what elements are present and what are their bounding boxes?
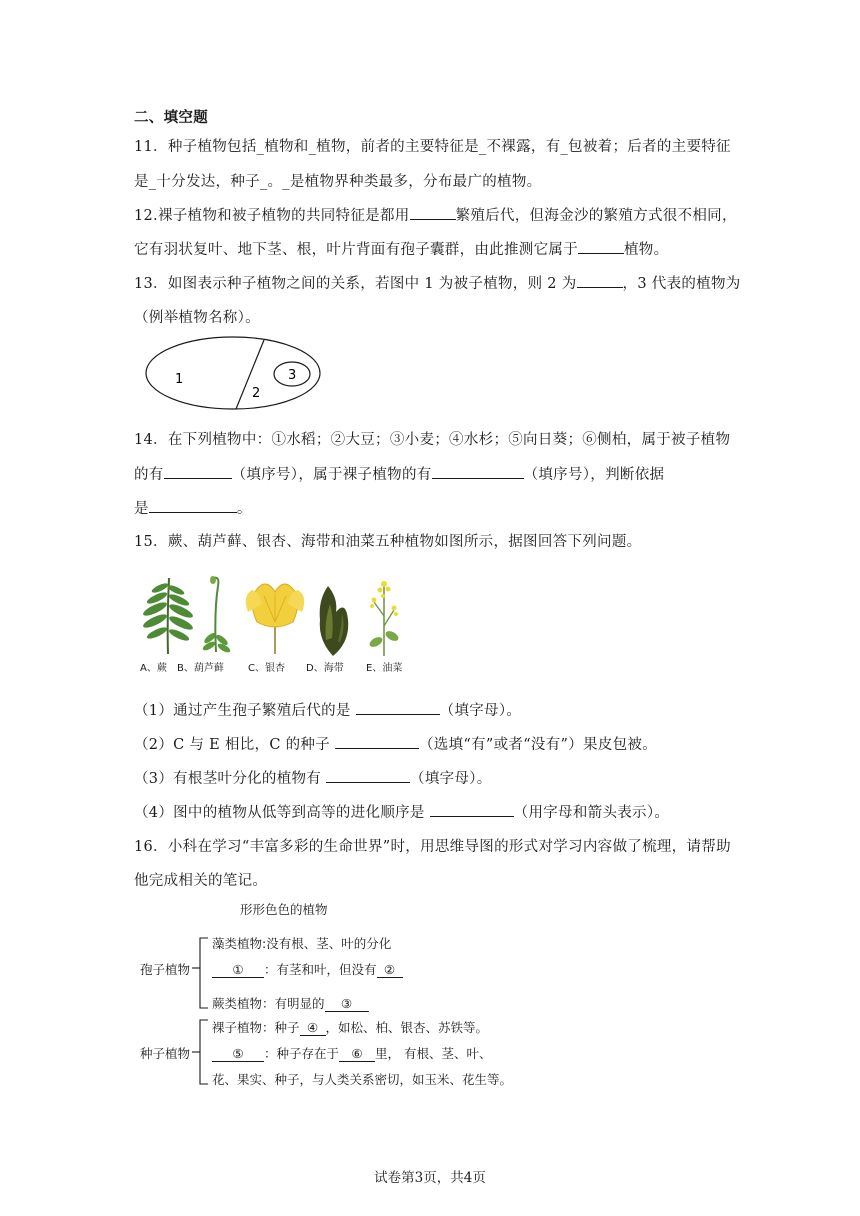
kelp-icon (312, 580, 354, 658)
q15-intro: 15．蕨、葫芦藓、银杏、海带和油菜五种植物如图所示，据图回答下列问题。 (134, 534, 642, 550)
plant-label-c: C、银杏 (248, 663, 285, 674)
angiosperm-row-2: 花、果实、种子，与人类关系密切，如玉米、花生等。 (212, 1072, 513, 1087)
fern-icon (138, 572, 198, 656)
q15-sub1-text-a: （1）通过产生孢子繁殖后代的是 (134, 703, 351, 719)
moss-icon (200, 572, 236, 656)
q15-sub4-text-a: （4）图中的植物从低等到高等的进化顺序是 (134, 805, 425, 821)
q14-blank-1[interactable] (164, 464, 232, 479)
moss-row (212, 960, 403, 978)
q16-line2: 他完成相关的笔记。 (134, 873, 268, 889)
rapeseed-image (364, 576, 404, 658)
q15-sub3-text-b: （填字母）。 (410, 771, 492, 787)
blank-2[interactable]: ② (377, 962, 403, 978)
label-3: 3 (288, 368, 297, 383)
plant-label-e: E、油菜 (366, 663, 403, 674)
q15-blank-4[interactable] (430, 802, 514, 817)
page-footer: 试卷第3页，共4页 (374, 1170, 486, 1186)
q15-sub1 (134, 699, 521, 720)
blank-6[interactable]: ⑥ (339, 1046, 375, 1062)
q14-text-b: （填序号），属于裸子植物的有 (231, 467, 432, 483)
q14-text-a: 的有 (134, 467, 164, 483)
moss-text: ：有茎和叶，但没有 (264, 962, 377, 977)
q15-sub1-text-b: （填字母）。 (439, 703, 522, 719)
q13-line2: （例举植物名称）。 (134, 310, 260, 326)
rapeseed-icon (364, 576, 404, 658)
angio-text-b: 里， 有根、茎、叶、 (375, 1046, 492, 1061)
q12-blank-2[interactable] (578, 239, 624, 254)
spore-plants-label: 孢子植物 (140, 962, 191, 977)
q13-ellipse-diagram (140, 336, 330, 414)
gymno-text-b: ，如松、柏、银杏、苏铁等。 (325, 1020, 489, 1035)
label-2: 2 (252, 386, 261, 401)
plant-label-b: B、葫芦藓 (177, 663, 224, 674)
q14-line3 (134, 497, 252, 518)
blank-3[interactable]: ③ (325, 996, 369, 1012)
q12-text-b: 繁殖后代，但海金沙的繁殖方式很不相同， (455, 208, 737, 224)
q15-blank-1[interactable] (356, 700, 440, 715)
q15-sub3 (134, 767, 492, 788)
q12-line1 (134, 204, 737, 225)
q15-blank-2[interactable] (335, 734, 419, 749)
blank-1[interactable]: ① (212, 962, 264, 978)
fern-text: 蕨类植物：有明显的 (212, 996, 325, 1011)
q15-sub2 (134, 733, 657, 754)
q11-line2: 是_十分发达，种子_。_是植物界种类最多，分布最广的植物。 (134, 174, 542, 190)
kelp-image (312, 580, 354, 658)
seed-brace (200, 1020, 208, 1084)
q14-text-d: 是 (134, 501, 149, 517)
angio-text-a: ：种子存在于 (264, 1046, 340, 1061)
q14-blank-3[interactable] (149, 498, 237, 513)
q15-sub2-text-a: （2）C 与 E 相比，C 的种子 (134, 737, 331, 753)
q14-text-e: 。 (236, 501, 252, 517)
q15-blank-3[interactable] (326, 768, 410, 783)
section-title: 二、填空题 (134, 109, 208, 126)
q16-line1: 16．小科在学习“丰富多彩的生命世界”时，用思维导图的形式对学习内容做了梳理，请帮助 (134, 839, 731, 855)
gymnosperm-row (212, 1018, 488, 1036)
label-1: 1 (175, 372, 184, 387)
moss-image (200, 572, 236, 658)
q12-line2 (134, 238, 668, 259)
blank-4[interactable]: ④ (300, 1020, 326, 1036)
q14-blank-2[interactable] (432, 464, 524, 479)
q13-line1 (134, 272, 741, 293)
q13-text-a: 13．如图表示种子植物之间的关系，若图中 1 为被子植物，则 2 为 (134, 276, 577, 292)
q14-line2 (134, 463, 664, 484)
ginkgo-image (242, 578, 308, 658)
q12-text-c: 它有羽状复叶、地下茎、根，叶片背面有孢子囊群，由此推测它属于 (134, 242, 578, 258)
fern-row (212, 994, 369, 1012)
fern-image (138, 572, 198, 662)
blank-5[interactable]: ⑤ (212, 1046, 264, 1062)
q14-line1: 14．在下列植物中：①水稻；②大豆；③小麦；④水杉；⑤向日葵；⑥侧柏，属于被子植物 (134, 432, 731, 448)
seed-plants-label: 种子植物 (140, 1046, 191, 1061)
gymno-text-a: 裸子植物：种子 (212, 1020, 300, 1035)
q15-sub3-text-a: （3）有根茎叶分化的植物有 (134, 771, 322, 787)
q14-text-c: （填序号），判断依据 (523, 467, 665, 483)
q15-sub4 (134, 801, 669, 822)
q12-blank-1[interactable] (410, 205, 456, 220)
angiosperm-row (212, 1044, 492, 1062)
q12-text-a: 12.裸子植物和被子植物的共同特征是都用 (134, 208, 410, 224)
q12-text-d: 植物。 (624, 242, 669, 258)
q15-sub4-text-b: （用字母和箭头表示）。 (513, 805, 670, 821)
plant-label-d: D、海带 (306, 663, 344, 674)
ginkgo-icon (242, 578, 308, 656)
q15-sub2-text-b: （选填“有”或者“没有”）果皮包被。 (418, 737, 658, 753)
plant-label-a: A、蕨 (140, 663, 167, 674)
algae-row: 藻类植物:没有根、茎、叶的分化 (212, 936, 392, 951)
q13-blank-1[interactable] (577, 273, 623, 288)
spore-brace (200, 938, 208, 1008)
q13-text-b: ，3 代表的植物为 (622, 276, 741, 292)
mindmap-title: 形形色色的植物 (240, 902, 328, 917)
q11-line1: 11．种子植物包括_植物和_植物，前者的主要特征是_不裸露，有_包被着；后者的主要特征 (134, 139, 731, 155)
